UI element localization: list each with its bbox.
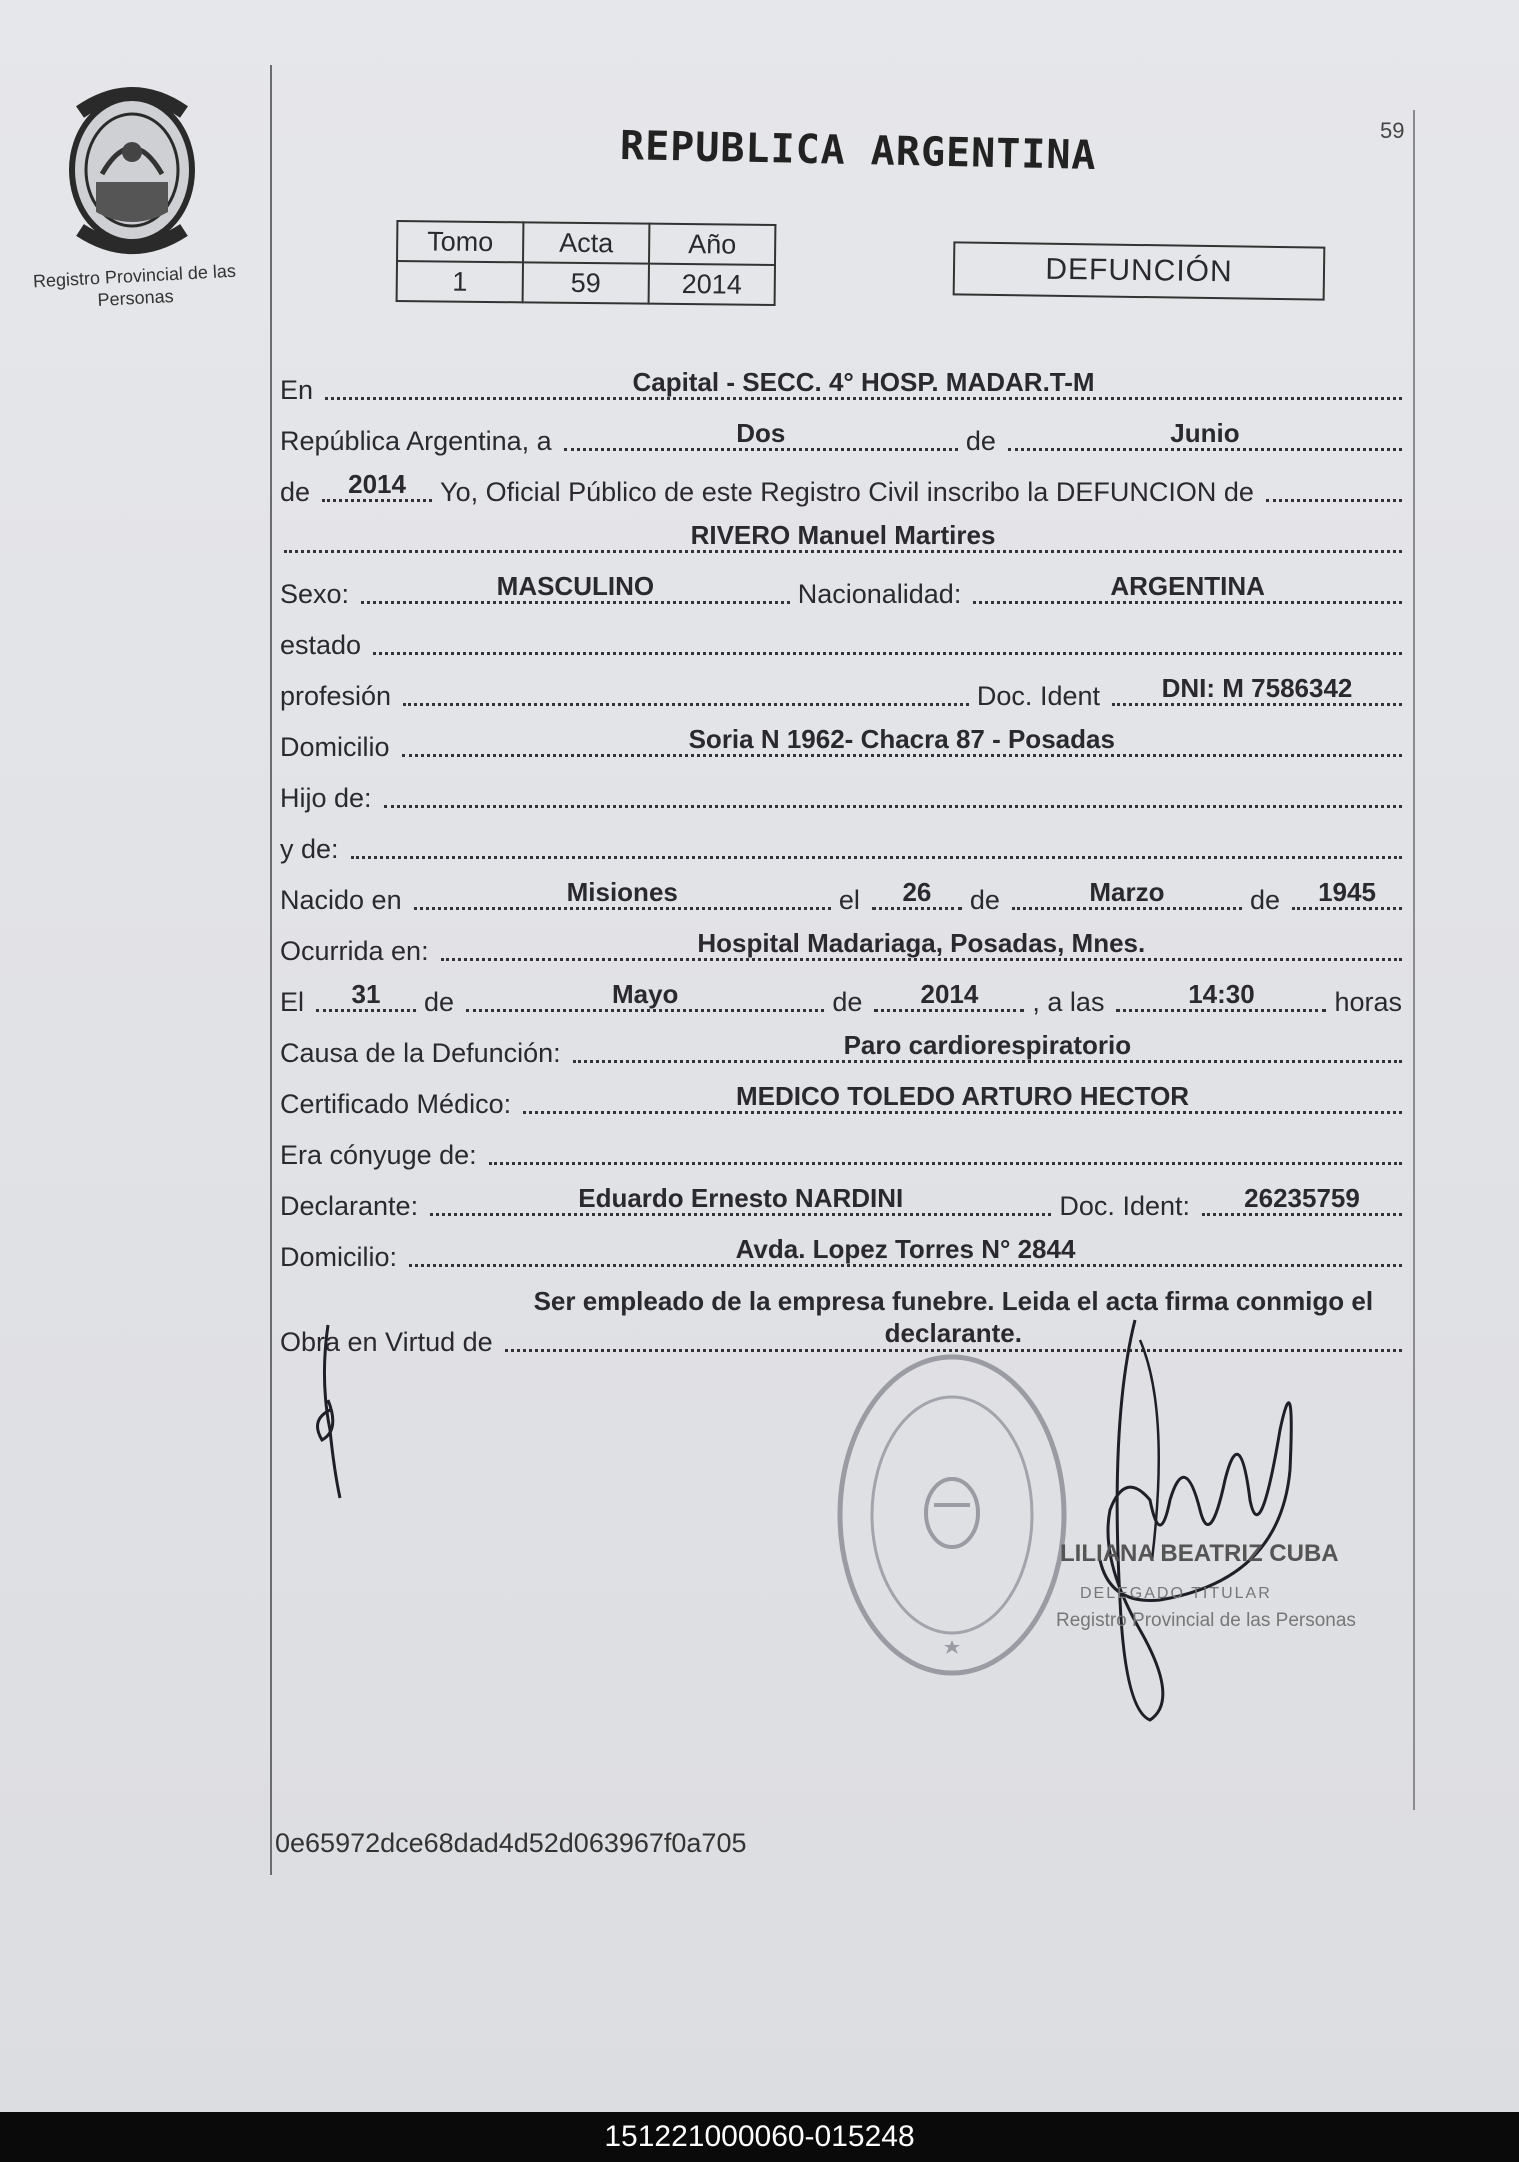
anio-header: Año [649,224,775,265]
domicilio2-value: Avda. Lopez Torres N° 2844 [409,1234,1402,1267]
profesion-value [403,673,969,706]
inscription-text: Yo, Oficial Público de este Registro Civil inscribo la DEFUNCION de [440,477,1254,507]
republica-label: República Argentina, a [280,426,552,456]
birth-day: 26 [872,877,962,910]
row-name [280,508,1410,559]
row-causa [280,1018,1410,1069]
causa-label: Causa de la Defunción: [280,1038,561,1068]
row-certificado [280,1069,1410,1120]
reference-table [396,220,777,306]
en-label: En [280,375,314,405]
anio-value: 2014 [649,264,775,305]
nacido-el-label: el [838,885,860,915]
hijo-label: Hijo de: [280,783,372,813]
el-de1-label: de [424,987,455,1017]
death-year: 2014 [874,979,1024,1012]
year-value: 2014 [322,469,432,502]
deceased-name: RIVERO Manuel Martires [284,520,1402,553]
row-death-date [280,967,1410,1018]
document-hash: 0e65972dce68dad4d52d063967f0a705 [275,1828,747,1858]
margin-line [270,65,272,1875]
domicilio-value: Soria N 1962- Chacra 87 - Posadas [402,724,1402,757]
yde-label: y de: [280,834,339,864]
doc-ident-value: DNI: M 7586342 [1112,673,1402,706]
month-value: Junio [1008,418,1402,451]
day-value: Dos [564,418,958,451]
declarante-doc-value: 26235759 [1202,1183,1402,1216]
margin-signature-icon [300,1320,360,1500]
nacionalidad-value: ARGENTINA [973,571,1402,604]
row-hijo [280,763,1410,814]
row-domicilio [280,712,1410,763]
death-time: 14:30 [1116,979,1326,1012]
alas-label: , a las [1032,987,1105,1017]
declarante-doc-label: Doc. Ident: [1059,1191,1190,1221]
declarante-label: Declarante: [280,1191,419,1221]
provincial-seal-icon [62,82,202,257]
estado-value [373,622,1402,655]
tomo-header: Tomo [397,221,523,262]
row-nacido [280,865,1410,916]
profesion-label: profesión [280,681,392,711]
nacido-de1-label: de [969,885,1000,915]
sexo-label: Sexo: [280,579,350,609]
right-margin-line [1413,110,1415,1810]
ocurrida-value: Hospital Madariaga, Posadas, Mnes. [441,928,1402,961]
causa-value: Paro cardiorespiratorio [573,1030,1402,1063]
certificado-label: Certificado Médico: [280,1089,512,1119]
birth-month: Marzo [1012,877,1242,910]
horas-label: horas [1334,987,1402,1017]
ocurrida-label: Ocurrida en: [280,936,429,966]
row-sexo [280,559,1410,610]
sexo-value: MASCULINO [361,571,790,604]
en-value: Capital - SECC. 4° HOSP. MADAR.T-M [325,367,1402,400]
hijo-value [384,775,1402,808]
death-record-form [280,355,1410,1358]
page-number: 59 [1380,118,1405,143]
row-ocurrida [280,916,1410,967]
row-domicilio2 [280,1222,1410,1273]
row-profesion [280,661,1410,712]
death-month: Mayo [466,979,824,1012]
row-yde [280,814,1410,865]
el-de2-label: de [832,987,863,1017]
acta-header: Acta [523,222,649,263]
tomo-value: 1 [397,261,523,302]
row-estado [280,610,1410,661]
row-conyuge [280,1120,1410,1171]
birth-year: 1945 [1292,877,1402,910]
official-title: DELEGADO TITULAR [1080,1585,1272,1602]
nacido-label: Nacido en [280,885,402,915]
domicilio2-label: Domicilio: [280,1242,398,1272]
obra-value: Ser empleado de la empresa funebre. Leida el acta firma conmigo el declarante. [505,1285,1402,1352]
barcode-number: 151221000060-015248 [604,2120,915,2153]
nacionalidad-label: Nacionalidad: [797,579,962,609]
yde-value [351,826,1402,859]
declarante-value: Eduardo Ernesto NARDINI [430,1183,1051,1216]
conyuge-value [489,1132,1402,1165]
row-republica [280,406,1410,457]
row-en [280,355,1410,406]
el-label: El [280,987,305,1017]
registry-label: Registro Provincial de las Personas [32,260,237,310]
birth-place: Misiones [414,877,831,910]
document-type-box: DEFUNCIÓN [953,241,1326,300]
nacido-de2-label: de [1249,885,1280,915]
year-de-label: de [280,477,311,507]
death-day: 31 [316,979,416,1012]
inscription-trailing-blank [1266,469,1402,502]
official-name: LILIANA BEATRIZ CUBA [1060,1540,1339,1567]
barcode-strip [0,2112,1519,2162]
doc-ident-label: Doc. Ident [976,681,1100,711]
domicilio-label: Domicilio [280,732,390,762]
registry-stamp-icon [830,1345,1075,1685]
row-year [280,457,1410,508]
certificado-value: MEDICO TOLEDO ARTURO HECTOR [523,1081,1402,1114]
conyuge-label: Era cónyuge de: [280,1140,477,1170]
row-declarante [280,1171,1410,1222]
official-registry: Registro Provincial de las Personas [1056,1610,1356,1631]
official-signature-icon [1040,1300,1360,1740]
estado-label: estado [280,630,362,660]
obra-label: Obra en Virtud de [280,1327,493,1357]
document-title: REPUBLICA ARGENTINA [619,123,1097,179]
de-label: de [965,426,996,456]
acta-value: 59 [523,262,649,303]
